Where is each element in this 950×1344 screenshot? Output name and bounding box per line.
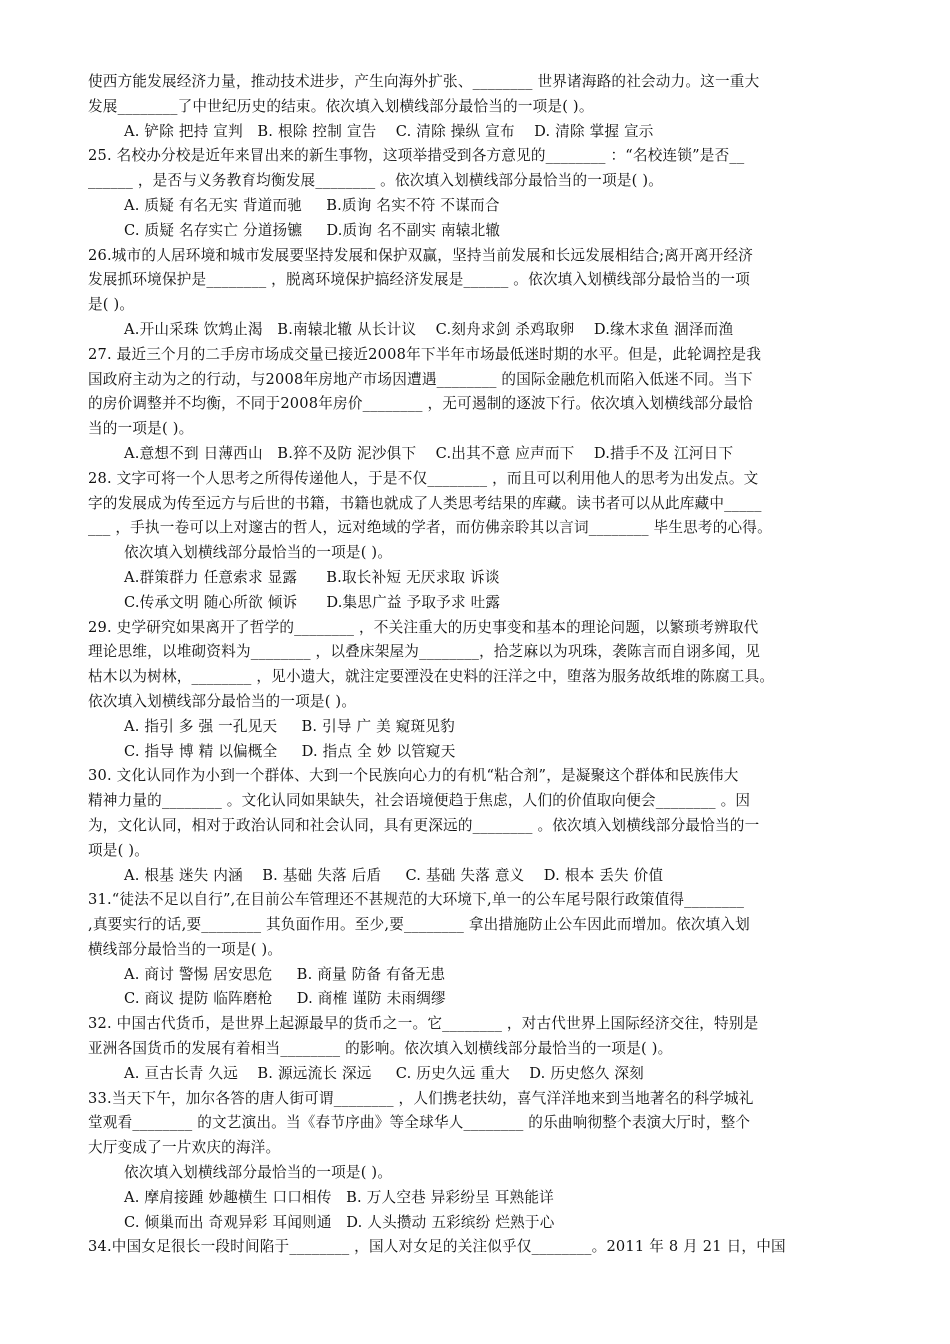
option-line: A. 质疑 有名无实 背道而驰 B.质询 名实不符 不谋而合 [124, 196, 500, 214]
option-line: C. 倾巢而出 奇观异彩 耳闻则通 D. 人头攒动 五彩缤纷 烂熟于心 [124, 1213, 555, 1231]
text-line: 依次填入划横线部分最恰当的一项是( )。 [88, 692, 357, 710]
text-line: 字的发展成为传至远方与后世的书籍，书籍也就成了人类思考结果的库藏。读书者可以从此库藏中_____ [88, 494, 762, 512]
option-line: C.传承文明 随心所欲 倾诉 D.集思广益 予取予求 吐露 [124, 593, 501, 611]
text-line: 的房价调整并不均衡，不同于2008年房价________ ，无可遏制的逐波下行。依次填入划横线部分最恰 [88, 395, 753, 413]
text-line: 是( )。 [88, 296, 135, 314]
text-line: 依次填入划横线部分最恰当的一项是( )。 [124, 544, 393, 562]
question-28: 28. 文字可将一个人思考之所得传递他人，于是不仅________ ，而且可以利用他人的思考为出发点。文 [88, 469, 759, 487]
text-line: 发展________了中世纪历史的结束。依次填入划横线部分最恰当的一项是( )。 [88, 97, 594, 115]
option-line: A.意想不到 日薄西山 B.猝不及防 泥沙俱下 C.出其不意 应声而下 D.措手不及 江河日下 [124, 444, 734, 462]
question-31: 31.“徒法不足以自行”,在目前公车管理还不甚规范的大环境下,单一的公车尾号限行政策值得________ [88, 891, 745, 909]
option-line: A. 商讨 警惕 居安思危 B. 商量 防备 有备无患 [124, 965, 446, 983]
option-line: A.群策群力 任意索求 显露 B.取长补短 无厌求取 诉谈 [124, 568, 500, 586]
option-line: C. 指导 博 精 以偏概全 D. 指点 全 妙 以管窥天 [124, 742, 456, 760]
question-26: 26.城市的人居环境和城市发展要坚持发展和保护双赢，坚持当前发展和长远发展相结合;离开离开经济 [88, 246, 754, 264]
text-line: ___ ，手执一卷可以上对邃古的哲人，远对绝域的学者，而仿佛亲聆其以言词________ 毕生思考的心得。 [88, 519, 772, 537]
text-line: 国政府主动为之的行动，与2008年房地产市场因遭遇________ 的国际金融危机而陷入低迷不同。当下 [88, 370, 753, 388]
text-line: 大厅变成了一片欢庆的海洋。 [88, 1139, 281, 1157]
text-line: 横线部分最恰当的一项是( )。 [88, 940, 283, 958]
option-line: A. 铲除 把持 宣判 B. 根除 控制 宣告 C. 清除 操纵 宣布 D. 清除 掌握 宣示 [124, 122, 654, 140]
option-line: C. 质疑 名存实亡 分道扬镳 D.质询 名不副实 南辕北辙 [124, 221, 501, 239]
question-34: 34.中国女足很长一段时间陷于________ ，国人对女足的关注似乎仅________。2011 年 8 月 21 日，中国 [88, 1238, 786, 1256]
question-25: 25. 名校办分校是近年来冒出来的新生事物，这项举措受到各方意见的________ ：“名校连锁”是否__ [88, 147, 745, 165]
text-line: ______ ，是否与义务教育均衡发展________ 。依次填入划横线部分最恰当的一项是( )。 [88, 172, 664, 190]
text-line: 当的一项是( )。 [88, 420, 194, 438]
text-line: ,真要实行的话,要________ 其负面作用。至少,要________ 拿出措施防止公车因此而增加。依次填入划 [88, 916, 750, 934]
text-line: 堂观看________ 的文艺演出。当《春节序曲》等全球华人________ 的乐曲响彻整个表演大厅时，整个 [88, 1114, 751, 1132]
text-line: 发展抓环境保护是________ ，脱离环境保护搞经济发展是______ 。依次填入划横线部分最恰当的一项 [88, 271, 751, 289]
option-line: A. 亘古长青 久远 B. 源远流长 深远 C. 历史久远 重大 D. 历史悠久 深刻 [124, 1064, 644, 1082]
question-27: 27. 最近三个月的二手房市场成交量已接近2008年下半年市场最低迷时期的水平。但是，此轮调控是我 [88, 345, 762, 363]
option-line: A. 摩肩接踵 妙趣横生 口口相传 B. 万人空巷 异彩纷呈 耳熟能详 [124, 1188, 554, 1206]
option-line: A. 根基 迷失 内涵 B. 基础 失落 后盾 C. 基础 失落 意义 D. 根本 丢失 价值 [124, 866, 664, 884]
text-line: 枯木以为树林，________ ，见小遗大，就注定要湮没在史料的汪洋之中，堕落为服务故纸堆的陈腐工具。 [88, 668, 775, 686]
text-line: 使西方能发展经济力量，推动技术进步，产生向海外扩张、________ 世界诸海路的社会动力。这一重大 [88, 73, 760, 90]
text-line: 项是( )。 [88, 841, 150, 859]
question-33: 33.当天下午，加尔各答的唐人街可谓________ ，人们携老扶幼，喜气洋洋地来到当地著名的科学城礼 [88, 1089, 754, 1107]
question-32: 32. 中国古代货币，是世界上起源最早的货币之一。它________ ，对古代世界上国际经济交往，特别是 [88, 1015, 759, 1033]
option-line: A.开山采珠 饮鸩止渴 B.南辕北辙 从长计议 C.刻舟求剑 杀鸡取卵 D.缘木求鱼 涸泽而渔 [124, 320, 734, 338]
text-line: 精神力量的________ 。文化认同如果缺失，社会语境便趋于焦虑，人们的价值取向便会________ 。因 [88, 792, 751, 810]
option-line: A. 指引 多 强 一孔见天 B. 引导 广 美 窥斑见豹 [124, 717, 455, 735]
text-line: 依次填入划横线部分最恰当的一项是( )。 [124, 1164, 393, 1182]
text-line: 亚洲各国货币的发展有着相当________ 的影响。依次填入划横线部分最恰当的一项是( )。 [88, 1040, 673, 1058]
option-line: C. 商议 提防 临阵磨枪 D. 商榷 谨防 未雨绸缪 [124, 990, 446, 1008]
text-line: 为，文化认同，相对于政治认同和社会认同，具有更深远的________ 。依次填入划横线部分最恰当的一 [88, 816, 760, 834]
question-30: 30. 文化认同作为小到一个群体、大到一个民族向心力的有机“粘合剂”，是凝聚这个群体和民族伟大 [88, 767, 739, 785]
question-29: 29. 史学研究如果离开了哲学的________ ，不关注重大的历史事变和基本的理论问题，以繁琐考辨取代 [88, 618, 759, 636]
text-line: 理论思维，以堆砌资料为________ ，以叠床架屋为________，拾芝麻以为巩珠，袭陈言而自诩多闻，见 [88, 643, 761, 661]
